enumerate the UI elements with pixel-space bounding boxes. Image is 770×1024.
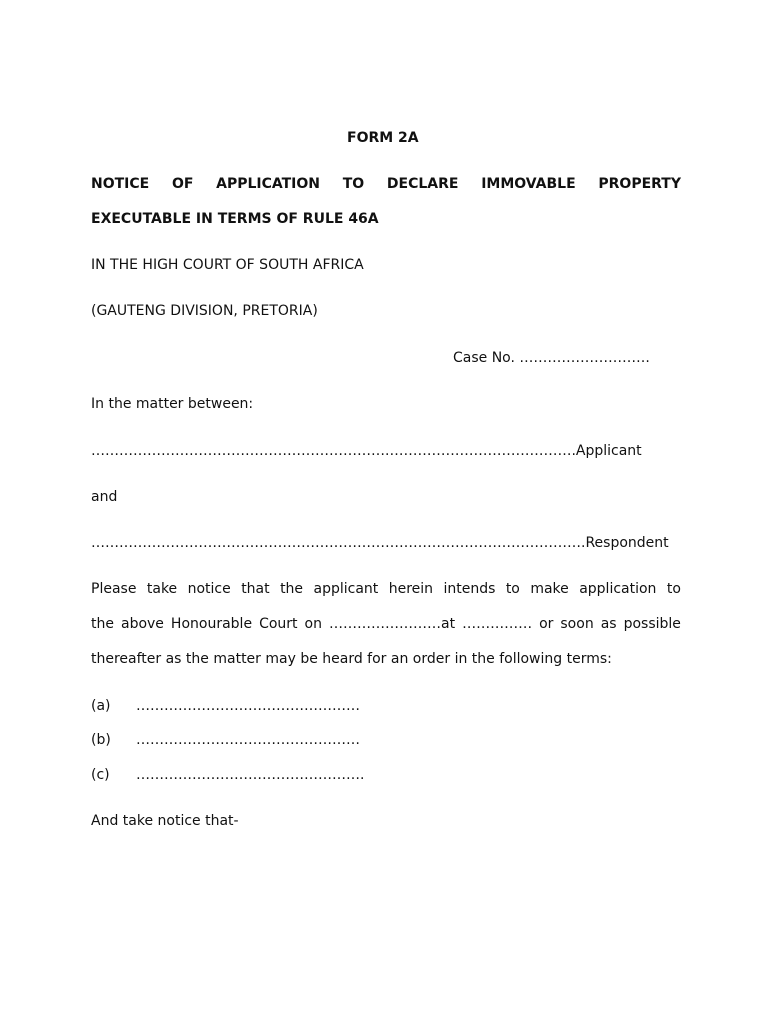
notice-word: take [146,581,178,597]
title-word: NOTICE [91,176,150,192]
item-label-c: (c) [91,767,110,783]
title-word: APPLICATION [216,176,321,192]
title-word: OF [171,176,194,192]
notice-word: herein [388,581,434,597]
notice-word: to [505,581,520,597]
notice-word: notice [187,581,231,597]
notice-line-3: thereafter as the matter may be heard for an order in the following terms: [91,651,612,667]
notice-word: intends [443,581,496,597]
notice-word: Court [259,616,298,632]
closing-line: And take notice that- [91,813,239,829]
notice-word: the [91,616,114,632]
item-blank-a: ………………………………………… [136,698,360,714]
title-word: IMMOVABLE [481,176,576,192]
title-word: TO [342,176,365,192]
form-title-line-1 [91,175,681,193]
applicant-line: ……………………………………………………….………………………………….Applicant [91,443,642,459]
notice-word: ……………………at [328,616,456,632]
notice-word: on [304,616,322,632]
court-name: IN THE HIGH COURT OF SOUTH AFRICA [91,257,364,273]
notice-word: Honourable [170,616,253,632]
notice-word: the [280,581,304,597]
title-word: PROPERTY [598,176,681,192]
and-label: and [91,489,118,505]
form-number: FORM 2A [347,130,419,146]
item-label-b: (b) [91,732,111,748]
matter-between-label: In the matter between: [91,396,254,412]
notice-line-2 [91,615,681,633]
notice-word: Please [91,581,137,597]
item-label-a: (a) [91,698,111,714]
notice-word: above [120,616,164,632]
notice-word: make [530,581,569,597]
notice-word: to [666,581,681,597]
case-number-field: Case No. ………………………. [453,350,650,366]
notice-word: soon [560,616,594,632]
notice-line-1 [91,580,681,598]
title-word: DECLARE [386,176,459,192]
respondent-line: …………………………………………………………………………………………….Respondent [91,535,669,551]
notice-word: application [579,581,657,597]
item-blank-c: …………………………………………. [136,767,365,783]
notice-word: or [539,616,554,632]
court-division: (GAUTENG DIVISION, PRETORIA) [91,303,318,319]
notice-word: as [600,616,617,632]
form-title-line-2: EXECUTABLE IN TERMS OF RULE 46A [91,211,379,227]
item-blank-b: ………………………………………… [136,732,360,748]
notice-word: possible [623,616,681,632]
notice-word: …………… [462,616,533,632]
notice-word: applicant [313,581,379,597]
notice-word: that [241,581,270,597]
